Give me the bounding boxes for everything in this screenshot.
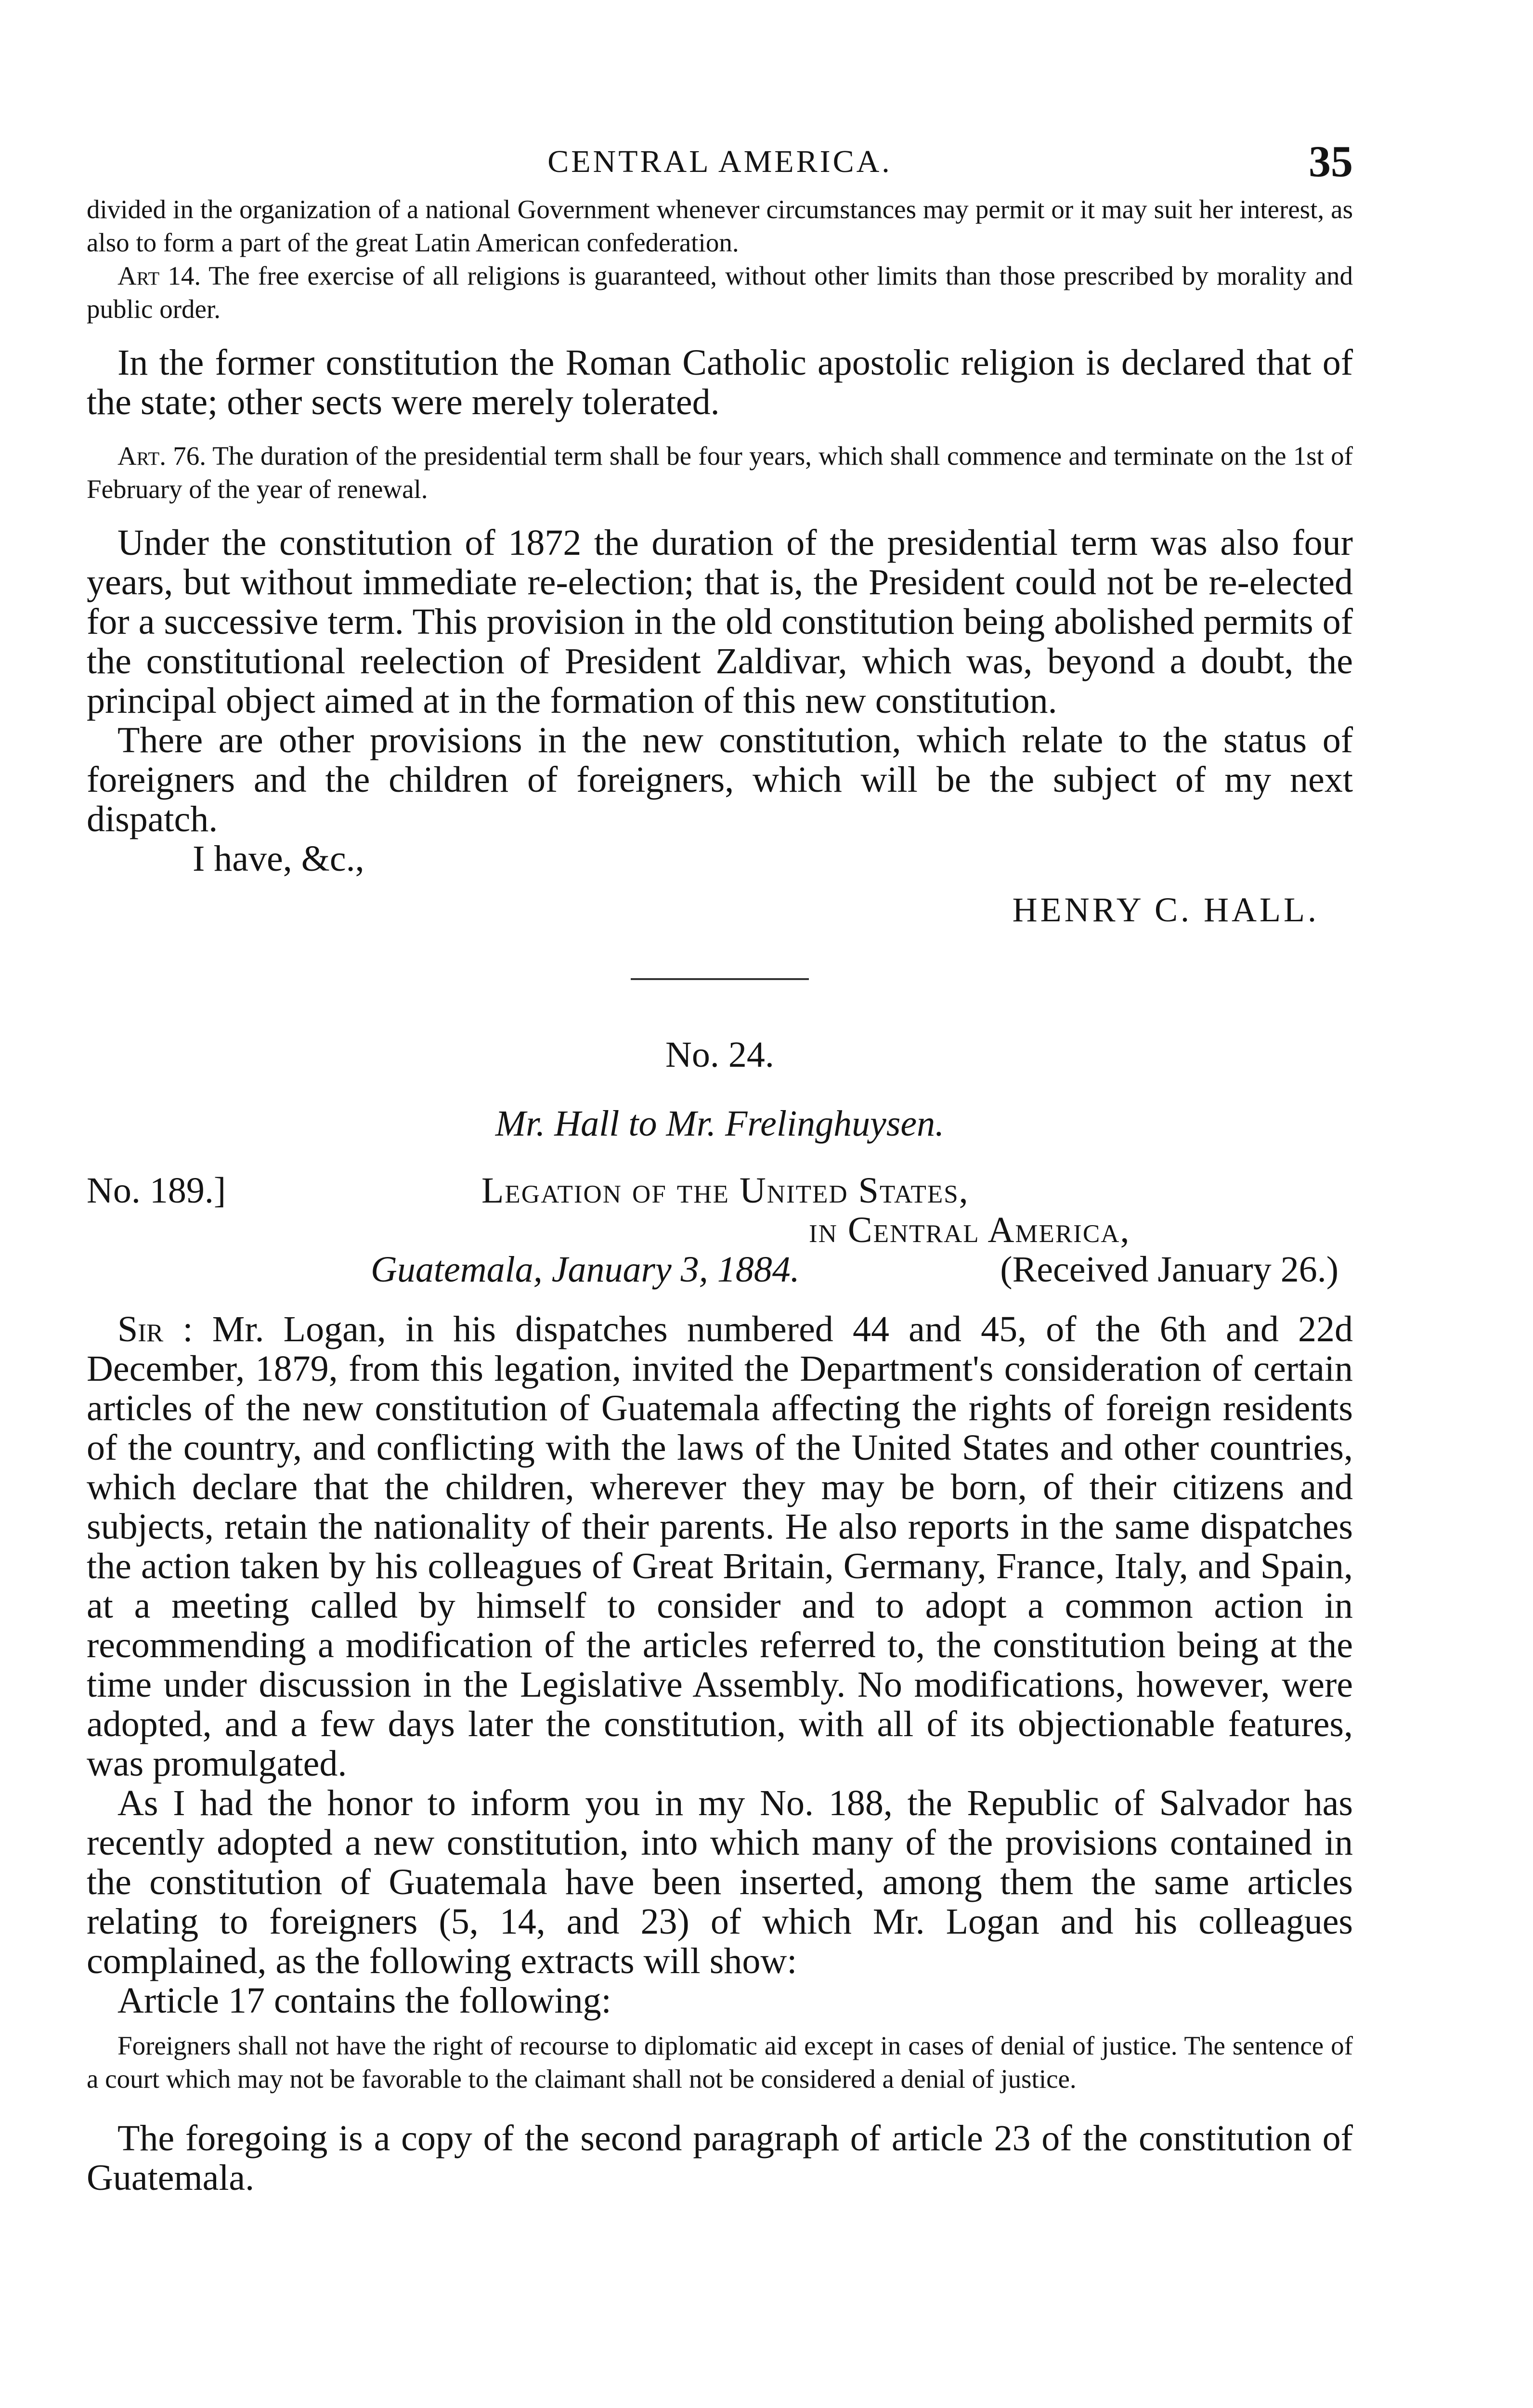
legation-line-2: in Central America, xyxy=(809,1210,1130,1250)
place-date: Guatemala, January 3, 1884. xyxy=(371,1249,800,1290)
continuation-text: divided in the organization of a national Government whenever circumstances may permit or it may suit her interest, as also to form a part of the great Latin American confederation. xyxy=(87,195,1353,257)
article-14-label: Art 14. xyxy=(117,261,201,290)
section-divider xyxy=(631,978,809,980)
article-76-label: Art. 76. xyxy=(117,441,206,471)
running-head xyxy=(87,137,1353,193)
block-quote: Foreigners shall not have the right of recourse to diplomatic aid except in cases of denial of justice. The sentence of a court which may not be favorable to the claimant shall not be considered a denial of justice. xyxy=(87,2031,1353,2094)
paragraph-1872: Under the constitution of 1872 the duration of the presidential term was also four years, but without immediate re-election; that is, the President could not be re-elected for a successive term. This provision in the old constitution being abolished permits of the constitutional reelection of President Zaldivar, which was, beyond a doubt, the principal object aimed at in the formation of this new constitution. xyxy=(87,523,1353,721)
document-number: No. 24. xyxy=(665,1034,774,1075)
article-76-text: The duration of the presidential term shall be four years, which shall commence and terminate on the 1st of February of the year of renewal. xyxy=(87,441,1353,504)
document-heading: Mr. Hall to Mr. Frelinghuysen. xyxy=(495,1103,945,1144)
letter-paragraph-3: Article 17 contains the following: xyxy=(117,1980,611,2021)
letter-paragraph-1 xyxy=(87,1309,1353,1783)
legation-line-1: Legation of the United States, xyxy=(481,1170,969,1211)
letter-paragraph-4: The foregoing is a copy of the second paragraph of article 23 of the constitution of Guatemala. xyxy=(87,2118,1353,2198)
document-page xyxy=(87,137,1353,2198)
running-title: CENTRAL AMERICA. xyxy=(547,144,892,179)
salutation: Sir : xyxy=(117,1309,193,1349)
article-14-text: The free exercise of all religions is guaranteed, without other limits than those prescribed by morality and public order. xyxy=(87,261,1353,324)
signoff: I have, &c., xyxy=(193,838,364,879)
page-number: 35 xyxy=(1309,137,1353,186)
letter-paragraph-2: As I had the honor to inform you in my No. 188, the Republic of Salvador has recently adopted a new constitution, into which many of the provisions contained in the constitution of Guatemala have been inserted, among them the same articles relating to foreigners (5, 14, and 23) of which Mr. Logan and his colleagues complained, as the following extracts will show: xyxy=(87,1783,1353,1981)
letter-paragraph-1-text: Mr. Logan, in his dispatches numbered 44 and 45, of the 6th and 22d December, 1879, from this legation, invited the Department's consideration of certain articles of the new constitution of Guatemala affecting the rights of foreign residents of the country, and conflicting with the laws of the United States and other countries, which declare that the children, wherever they may be born, of their citizens and subjects, retain the nationality of their parents. He also reports in the same dispatches the action taken by his colleagues of Great Britain, Germany, France, Italy, and Spain, at a meeting called by himself to consider and to adopt a common action in recommending a modification of the articles referred to, the constitution being at the time under discussion in the Legislative Assembly. No modifications, however, were adopted, and a few days later the constitution, with all of its objectionable features, was promulgated. xyxy=(87,1309,1353,1784)
dispatch-number: No. 189.] xyxy=(87,1170,226,1211)
dispatch-header xyxy=(87,1170,1353,1309)
received-date: (Received January 26.) xyxy=(1000,1249,1338,1290)
paragraph-other-provisions: There are other provisions in the new constitution, which relate to the status of foreigners and the children of foreigners, which will be the subject of my next dispatch. xyxy=(87,720,1353,839)
article-14 xyxy=(87,259,1353,326)
paragraph-former-constitution: In the former constitution the Roman Catholic apostolic religion is declared that of the state; other sects were merely tolerated. xyxy=(87,342,1353,422)
article-76 xyxy=(87,439,1353,506)
signature: HENRY C. HALL. xyxy=(1012,890,1319,929)
